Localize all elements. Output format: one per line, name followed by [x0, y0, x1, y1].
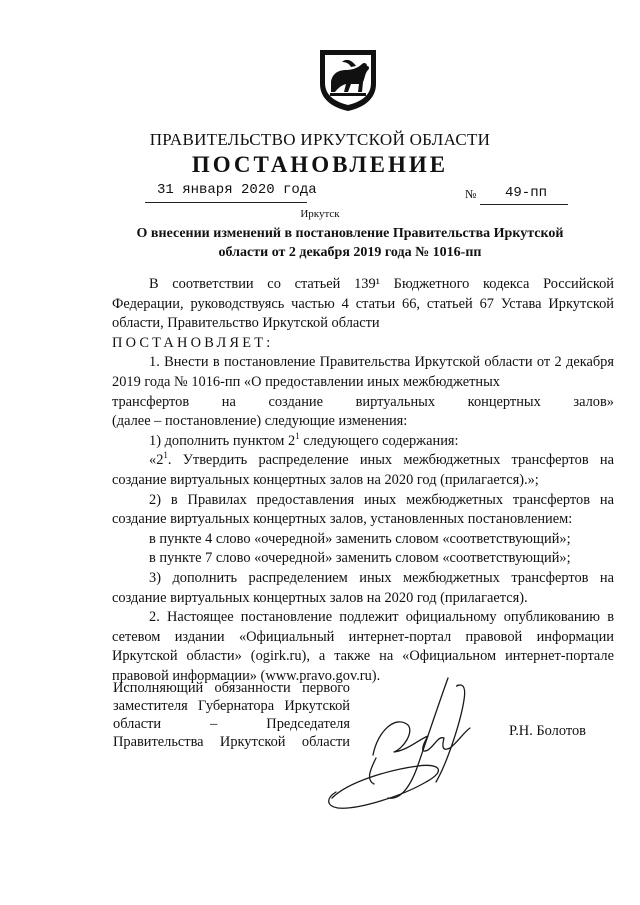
item-1-1-text-b: следующего содержания:	[299, 432, 459, 449]
item-1-continuation: трансфертов на создание виртуальных концертных залов»	[112, 393, 614, 410]
signatory-line-4: Правительства Иркутской области	[113, 734, 350, 750]
item-1-1-superscript: 1	[295, 430, 300, 441]
item-1-2-a: в пункте 4 слово «очередной» заменить словом «соответствующий»;	[149, 530, 571, 547]
decree-word: ПОСТАНОВЛЯЕТ:	[112, 334, 274, 351]
subject-line-2: области от 2 декабря 2019 года № 1016-пп	[218, 245, 482, 260]
government-name: ПРАВИТЕЛЬСТВО ИРКУТСКОЙ ОБЛАСТИ	[149, 130, 491, 149]
document-body	[112, 275, 614, 686]
quote-superscript: 1	[163, 450, 168, 461]
item-1-3-paragraph: 3) дополнить распределением иных межбюджетных трансфертов на создание виртуальных концертных залов на 2020 год (прилагается).	[112, 569, 614, 606]
intro-paragraph: В соответствии со статьей 139¹ Бюджетного кодекса Российской Федерации, руководствуясь частью 4 статьи 66, статьей 67 Устава Иркутской области, Правительство Иркутской области	[112, 276, 614, 332]
document-subject	[100, 224, 600, 262]
item-1-end: (далее – постановление) следующие изменения:	[112, 413, 408, 430]
subject-line-1: О внесении изменений в постановление Правительства Иркутской	[136, 226, 564, 241]
item-1-2-paragraph: 2) в Правилах предоставления иных межбюджетных трансфертов на создание виртуальных концертных залов, установленных постановлением:	[112, 491, 614, 528]
item-1-1-paragraph	[112, 432, 614, 452]
quote-text-a: «2	[149, 452, 164, 469]
quote-text-b: . Утвердить распределение иных межбюджетных трансфертов на создание виртуальных концертных залов на 2020 год (прилагается).»;	[112, 452, 614, 488]
item-2-paragraph: 2. Настоящее постановление подлежит официальному опубликованию в сетевом издании «Официальный интернет-портал правовой информации Иркутской области» (ogirk.ru), а также на «Официальном интернет-портале правовой информации» (www.pravo.gov.ru).	[112, 609, 614, 684]
item-1-2-b: в пункте 7 слово «очередной» заменить словом «соответствующий»;	[149, 550, 571, 567]
date-underline	[145, 202, 307, 203]
document-type: ПОСТАНОВЛЕНИЕ	[191, 152, 449, 177]
signatory-name: Р.Н. Болотов	[509, 723, 586, 739]
signatory-line-1: Исполняющий обязанности первого	[113, 680, 350, 696]
signatory-line-2: заместителя Губернатора Иркутской	[113, 698, 350, 714]
number-sign: №	[465, 187, 477, 201]
document-city: Иркутск	[300, 208, 340, 220]
handwritten-signature-icon	[318, 670, 503, 830]
number-underline	[480, 204, 568, 205]
document-date: 31 января 2020 года	[157, 182, 317, 198]
signatory-line-3: области – Председателя	[113, 716, 350, 732]
signatory-title	[113, 679, 350, 751]
item-1-1-text-a: 1) дополнить пунктом 2	[149, 432, 296, 449]
document-number: 49-пп	[505, 185, 548, 201]
item-1-paragraph: 1. Внести в постановление Правительства Иркутской области от 2 декабря 2019 года № 1016-пп «О предоставлении иных межбюджетных	[112, 354, 614, 390]
irkutsk-emblem-icon	[318, 48, 378, 112]
item-1-1-quote	[112, 451, 614, 490]
